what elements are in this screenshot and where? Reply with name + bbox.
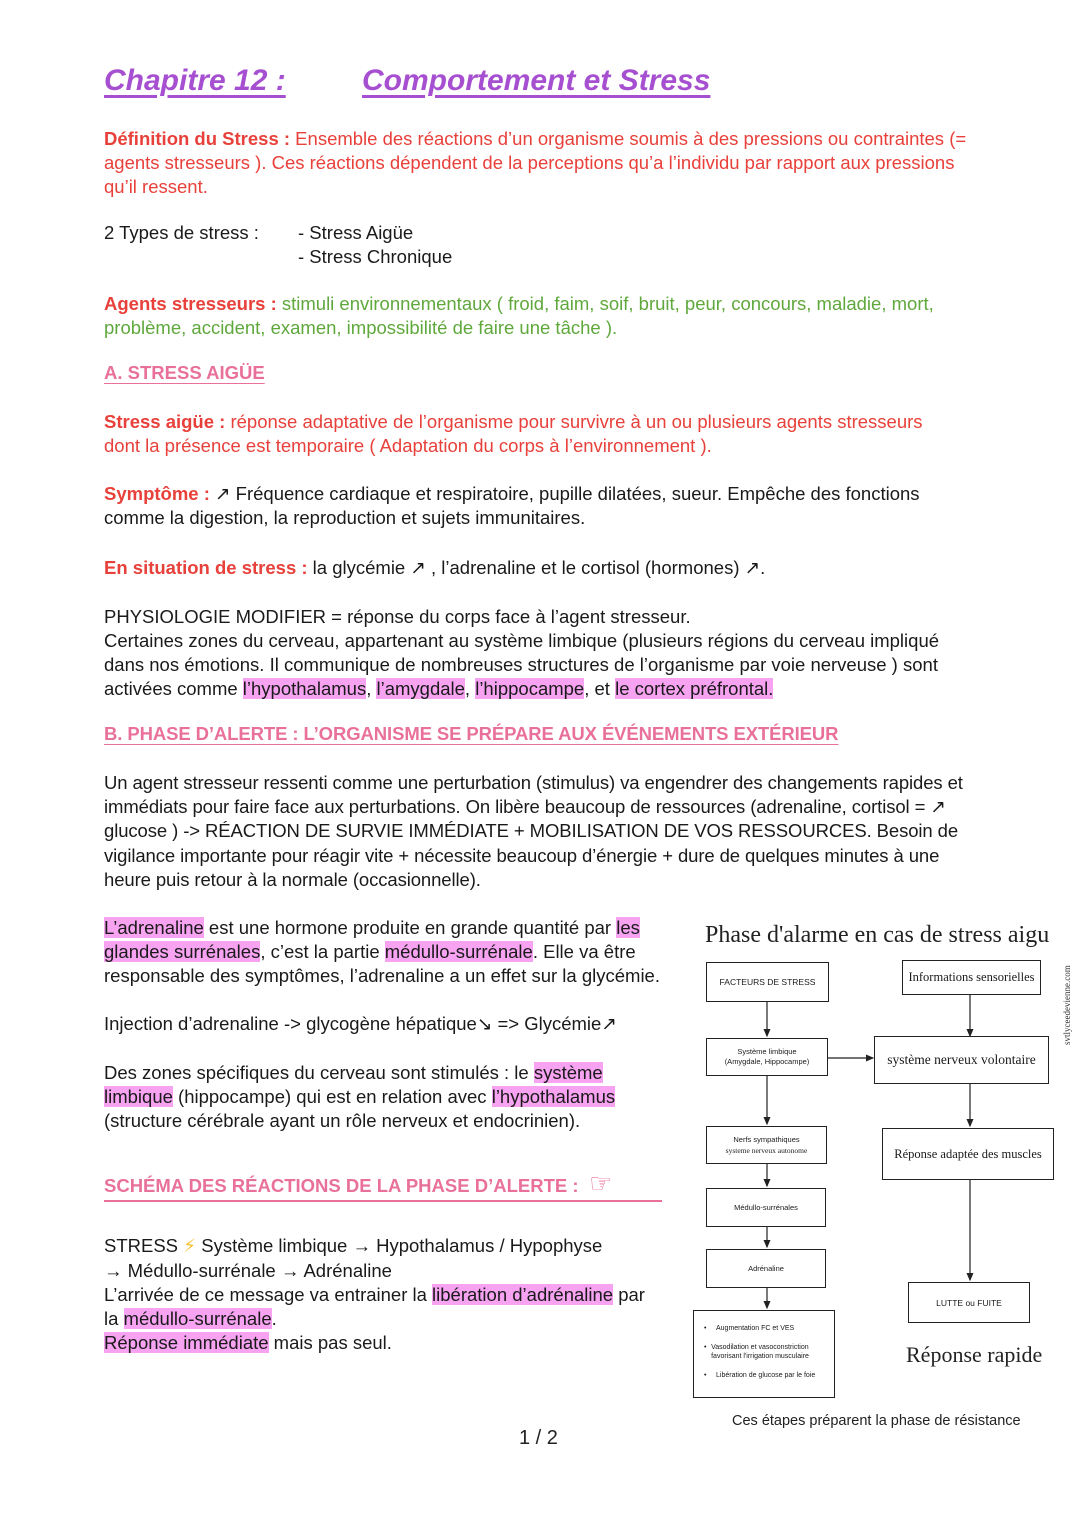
definition-text: Ensemble des réactions d’un organisme soumis à des pressions ou contraintes (= agents stresseurs ). Ces réactions dépendent de la perceptions qu’a l’individu par rapport aux pressions qu’il ressent. (104, 128, 967, 198)
lightning-icon: ⚡ (183, 1236, 197, 1257)
situation-label: En situation de stress : (104, 557, 308, 578)
box-medullo-surrenales (706, 1188, 826, 1227)
physio-line1: PHYSIOLOGIE MODIFIER = réponse du corps face à l’agent stresseur. (104, 606, 691, 627)
box-label: Système limbique (737, 1047, 797, 1056)
definition-label: Définition du Stress : (104, 128, 291, 149)
schema-line2: → Médullo-surrénale → Adrénaline (104, 1260, 392, 1281)
agents-label: Agents stresseurs : (104, 293, 277, 314)
highlight-reponse-immediate: Réponse immédiate (104, 1332, 269, 1354)
schema-text: par la (104, 1284, 645, 1330)
types-item-aigue: - Stress Aigüe (298, 222, 414, 243)
bullet-icon: • (704, 1343, 707, 1351)
box-label: FACTEURS DE STRESS (719, 977, 816, 987)
box-label: Informations sensorielles (908, 970, 1035, 984)
injection-line: Injection d’adrenaline -> glycogène hépatique↘ => Glycémie↗ (104, 1013, 617, 1034)
highlight-hypothalamus: l’hypothalamus (242, 678, 367, 700)
diagram-caption: Ces étapes préparent la phase de résistance (732, 1413, 1021, 1429)
schema-text: L’arrivée de ce message va entrainer la (104, 1284, 433, 1305)
box-label: Réponse adaptée des muscles (894, 1146, 1042, 1161)
reponse-rapide-label: Réponse rapide (906, 1342, 1043, 1367)
box-label: (Amygdale, Hippocampe) (724, 1057, 810, 1066)
physio-text: Certaines zones du cerveau, appartenant au système limbique (plusieurs régions du cerveau impliqué dans nos émotions. Il communique de nombreuses structures de l’organisme par voie nerveuse ) sont activées comme (104, 630, 940, 700)
pointing-hand-icon: ☞ (588, 1169, 613, 1199)
zones-text: Des zones spécifiques du cerveau sont stimulés : le (104, 1062, 534, 1083)
box-adrenaline (706, 1249, 826, 1288)
adrenaline-text: , c’est la partie (260, 941, 385, 963)
highlight-hypothalamus-2: l’hypothalamus (491, 1086, 616, 1108)
bullet-icon: • (704, 1371, 707, 1379)
situation-text: la glycémie ↗ , l’adrenaline et le cortisol (hormones) ↗. (307, 557, 766, 578)
highlight-adrenaline: L’adrenaline (104, 917, 204, 938)
effect-label: Libération de glucose par le foie (716, 1371, 816, 1379)
box-systeme-nerveux-volontaire (874, 1036, 1049, 1084)
box-label: système nerveux volontaire (887, 1052, 1036, 1067)
schema-title: SCHÉMA DES RÉACTIONS DE LA PHASE D’ALERTE : (104, 1175, 579, 1196)
section-b-heading: B. PHASE D’ALERTE : L’ORGANISME SE PRÉPARE AUX ÉVÉNEMENTS EXTÉRIEUR (104, 723, 839, 744)
highlight-cortex: le cortex préfrontal (615, 678, 769, 700)
box-label: LUTTE ou FUITE (936, 1297, 1002, 1308)
symptome-text: ↗ Fréquence cardiaque et respiratoire, pupille dilatées, sueur. Empêche des fonctions comme la digestion, la reproduction et sujets immunitaires. (104, 483, 920, 529)
physio-sep: , et (584, 678, 616, 700)
effect-item (704, 1324, 828, 1334)
stress-aigue-label: Stress aigüe : (104, 411, 226, 432)
page-number: 1 / 2 (519, 1427, 558, 1449)
adrenaline-text: . Elle va être responsable des symptômes, l’adrenaline a un effet sur la glycémie. (104, 941, 660, 987)
highlight-medullo: médullo-surrénale (384, 941, 533, 963)
box-nerfs-sympathiques (706, 1126, 827, 1164)
box-reponse-muscles (882, 1128, 1054, 1180)
effect-item (704, 1343, 828, 1362)
alerte-paragraph: Un agent stresseur ressenti comme une perturbation (stimulus) va engendrer des changements rapides et immédiats pour faire face aux perturbations. On libère beaucoup de ressources (adrenaline, cortisol = ↗ glucose ) -> RÉACTION DE SURVIE IMMÉDIATE + MOBILISATION DE VOS RESSOURCES. Besoin de vigilance importante pour réagir vite + nécessite beaucoup d’énergie + dure de quelques minutes à une heure puis retour à la normale (occasionnelle). (104, 772, 963, 890)
box-label: Médullo-surrénales (734, 1203, 798, 1212)
zones-text: (hippocampe) qui est en relation avec (172, 1086, 492, 1108)
symptome-label: Symptôme : (104, 483, 210, 504)
stress-aigue-text: réponse adaptative de l’organisme pour survivre à un ou plusieurs agents stresseurs dont la présence est temporaire ( Adaptation du corps à l’environnement ). (104, 411, 923, 457)
physio-end: . (768, 678, 774, 700)
highlight-liberation: libération d’adrénaline (432, 1284, 614, 1305)
watermark-text: svtlyceedevienne.com (1062, 965, 1072, 1045)
box-informations-sensorielles (902, 960, 1041, 995)
page-title: Comportement et Stress (362, 64, 711, 97)
effect-label: Augmentation FC et VES (716, 1325, 795, 1332)
effect-item (704, 1371, 828, 1381)
schema-text: STRESS (104, 1235, 184, 1256)
zones-text: (structure cérébrale ayant un rôle nerveux et endocrinien). (104, 1110, 581, 1132)
highlight-glandes: les glandes surrénales (104, 917, 640, 963)
types-item-chronique: - Stress Chronique (298, 246, 453, 267)
highlight-hippocampe: l’hippocampe (475, 678, 585, 700)
highlight-medullo-2: médullo-surrénale (123, 1308, 272, 1330)
schema-text: mais pas seul. (268, 1332, 392, 1354)
box-label: systeme nerveux autonome (725, 1146, 808, 1155)
effect-label: Vasodilation et vasoconstriction favorisant l'irrigation musculaire (711, 1343, 809, 1360)
highlight-amygdale: l’amygdale (376, 678, 465, 700)
agents-text: stimuli environnementaux ( froid, faim, soif, bruit, peur, concours, maladie, mort, problème, accident, examen, impossibilité de faire une tâche ). (104, 293, 934, 339)
types-label: 2 Types de stress : (104, 222, 259, 243)
box-effects (693, 1310, 835, 1398)
physio-sep: , (366, 678, 377, 700)
box-systeme-limbique (706, 1038, 828, 1076)
chapter-number: Chapitre 12 : (104, 64, 286, 97)
schema-text: . (271, 1308, 277, 1330)
bullet-icon: • (704, 1325, 707, 1332)
box-label: Adrénaline (748, 1264, 784, 1273)
box-lutte-ou-fuite (908, 1282, 1030, 1323)
highlight-systeme-limbique: système limbique (104, 1062, 603, 1108)
box-label: Nerfs sympathiques (733, 1135, 800, 1144)
schema-text: Système limbique → Hypothalamus / Hypophyse (196, 1235, 603, 1256)
section-a-heading: A. STRESS AIGÜE (104, 362, 265, 383)
box-facteurs-de-stress (706, 962, 829, 1002)
diagram-title: Phase d'alarme en cas de stress aigu (705, 922, 1050, 948)
adrenaline-text: est une hormone produite en grande quantité par (203, 917, 617, 938)
physio-sep: , (464, 678, 476, 700)
